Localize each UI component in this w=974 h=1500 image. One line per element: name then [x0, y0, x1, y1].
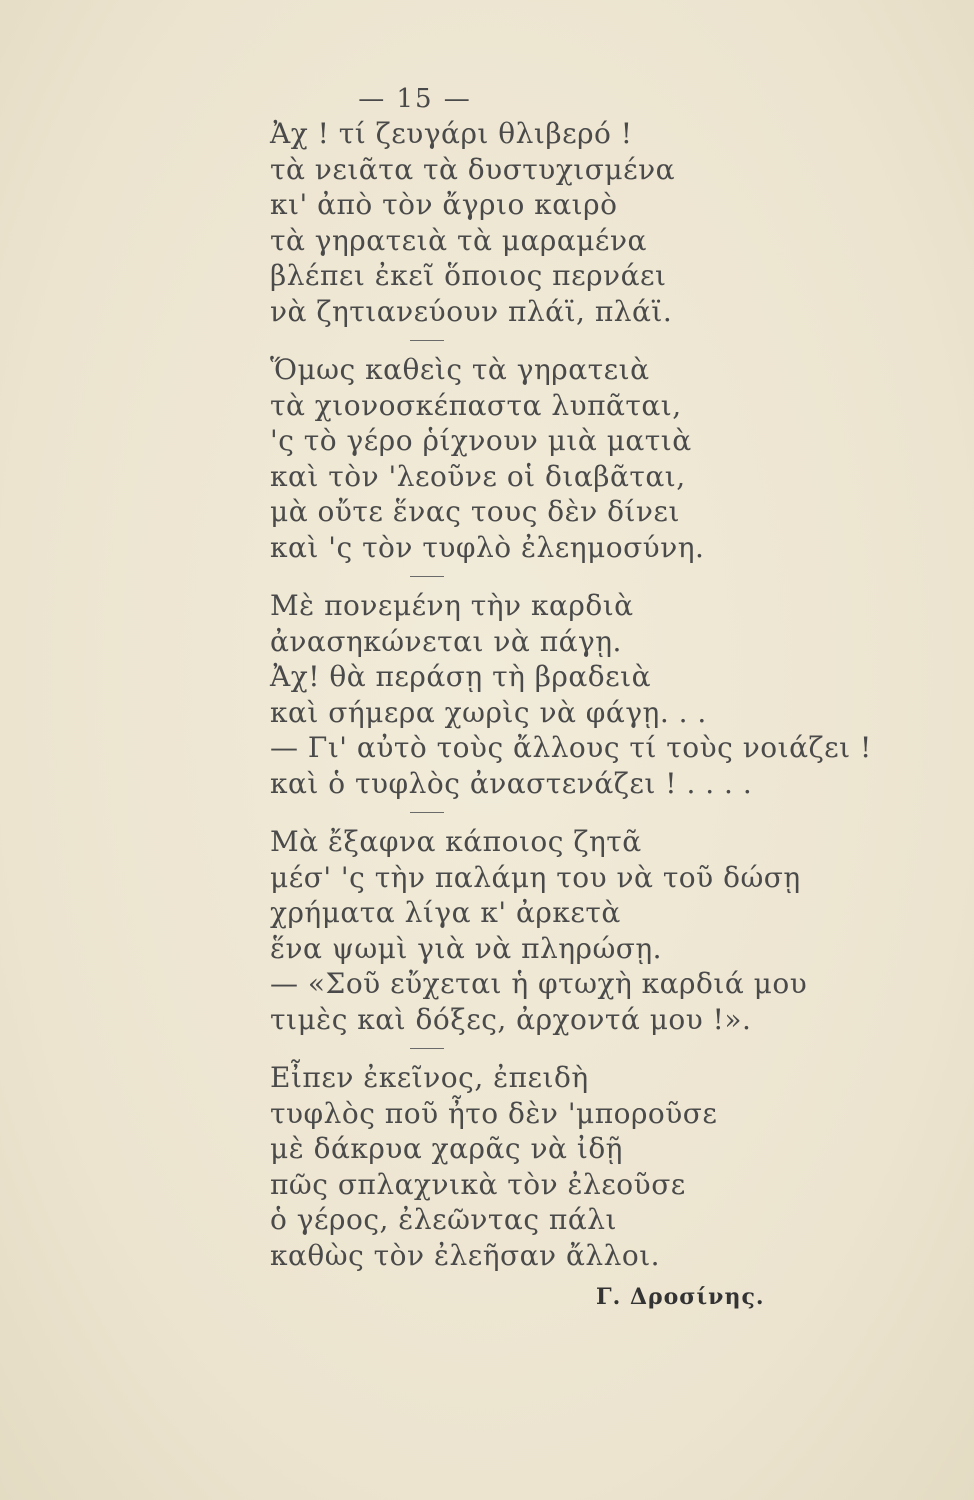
- author-signature: Γ. Δροσίνης.: [596, 1284, 765, 1310]
- poem-line: Ὅμως καθεὶς τὰ γηρατειὰ: [270, 353, 650, 386]
- poem-line: τὰ νειᾶτα τὰ δυστυχισμένα: [270, 152, 676, 186]
- stanza-divider: [410, 812, 444, 813]
- poem-line: Μὰ ἔξαφνα κάποιος ζητᾶ: [270, 825, 642, 858]
- poem-line: 'ς τὸ γέρο ῥίχνουν μιὰ ματιὰ: [270, 424, 692, 457]
- poem-line: χρήματα λίγα κ' ἀρκετὰ: [270, 896, 621, 929]
- poem-line: καὶ τὸν 'λεοῦνε οἱ διαβᾶται,: [270, 459, 686, 493]
- poem-line: ἕνα ψωμὶ γιὰ νὰ πληρώσῃ.: [270, 931, 663, 965]
- poem-line: ὁ γέρος, ἐλεῶντας πάλι: [270, 1203, 617, 1236]
- poem-line: ἀνασηκώνεται νὰ πάγῃ.: [270, 624, 622, 658]
- poem-line: Μὲ πονεμένη τὴν καρδιὰ: [270, 589, 634, 622]
- poem-line: — Γι' αὐτὸ τοὺς ἄλλους τί τοὺς νοιάζει !: [270, 731, 872, 764]
- poem-line: τὰ χιονοσκέπαστα λυπᾶται,: [270, 388, 682, 422]
- poem-line: τυφλὸς ποῦ ἦτο δὲν 'μποροῦσε: [270, 1096, 718, 1130]
- poem-line: νὰ ζητιανεύουν πλάϊ, πλάϊ.: [270, 294, 673, 328]
- poem-line: τιμὲς καὶ δόξες, ἀρχοντά μου !».: [270, 1002, 752, 1036]
- poem-line: καὶ 'ς τὸν τυφλὸ ἐλεημοσύνη.: [270, 530, 705, 564]
- poem-line: μέσ' 'ς τὴν παλάμη του νὰ τοῦ δώσῃ: [270, 860, 801, 894]
- poem-line: κι' ἀπὸ τὸν ἄγριο καιρὸ: [270, 188, 618, 221]
- poem-line: πῶς σπλαχνικὰ τὸν ἐλεοῦσε: [270, 1167, 686, 1201]
- page-number: — 15 —: [358, 84, 472, 114]
- poem-line: τὰ γηρατειὰ τὰ μαραμένα: [270, 223, 647, 257]
- stanza-3: [270, 588, 872, 801]
- stanza-divider: [410, 1048, 444, 1049]
- poem-line: — «Σοῦ εὔχεται ἡ φτωχὴ καρδιά μου: [270, 967, 808, 1000]
- stanza-5: [270, 1060, 830, 1273]
- stanza-2: [270, 352, 830, 565]
- poem-line: Ἀχ! θὰ περάσῃ τὴ βραδειὰ: [270, 660, 652, 693]
- poem-line: καὶ σήμερα χωρὶς νὰ φάγῃ. . .: [270, 695, 707, 729]
- poem-line: μὰ οὔτε ἕνας τους δὲν δίνει: [270, 495, 680, 528]
- poem-line: Ἀχ ! τί ζευγάρι θλιβερό !: [270, 117, 633, 150]
- poem-line: βλέπει ἐκεῖ ὅποιος περνάει: [270, 259, 667, 292]
- poem-line: μὲ δάκρυα χαρᾶς νὰ ἰδῇ: [270, 1132, 623, 1165]
- stanza-4: [270, 824, 830, 1037]
- poem: [270, 116, 872, 1273]
- poem-line: Εἶπεν ἐκεῖνος, ἐπειδὴ: [270, 1061, 589, 1094]
- stanza-divider: [410, 576, 444, 577]
- stanza-divider: [410, 340, 444, 341]
- poem-line: καθὼς τὸν ἐλεῆσαν ἄλλοι.: [270, 1238, 661, 1272]
- stanza-1: [270, 116, 830, 329]
- poem-line: καὶ ὁ τυφλὸς ἀναστενάζει ! . . . .: [270, 766, 753, 800]
